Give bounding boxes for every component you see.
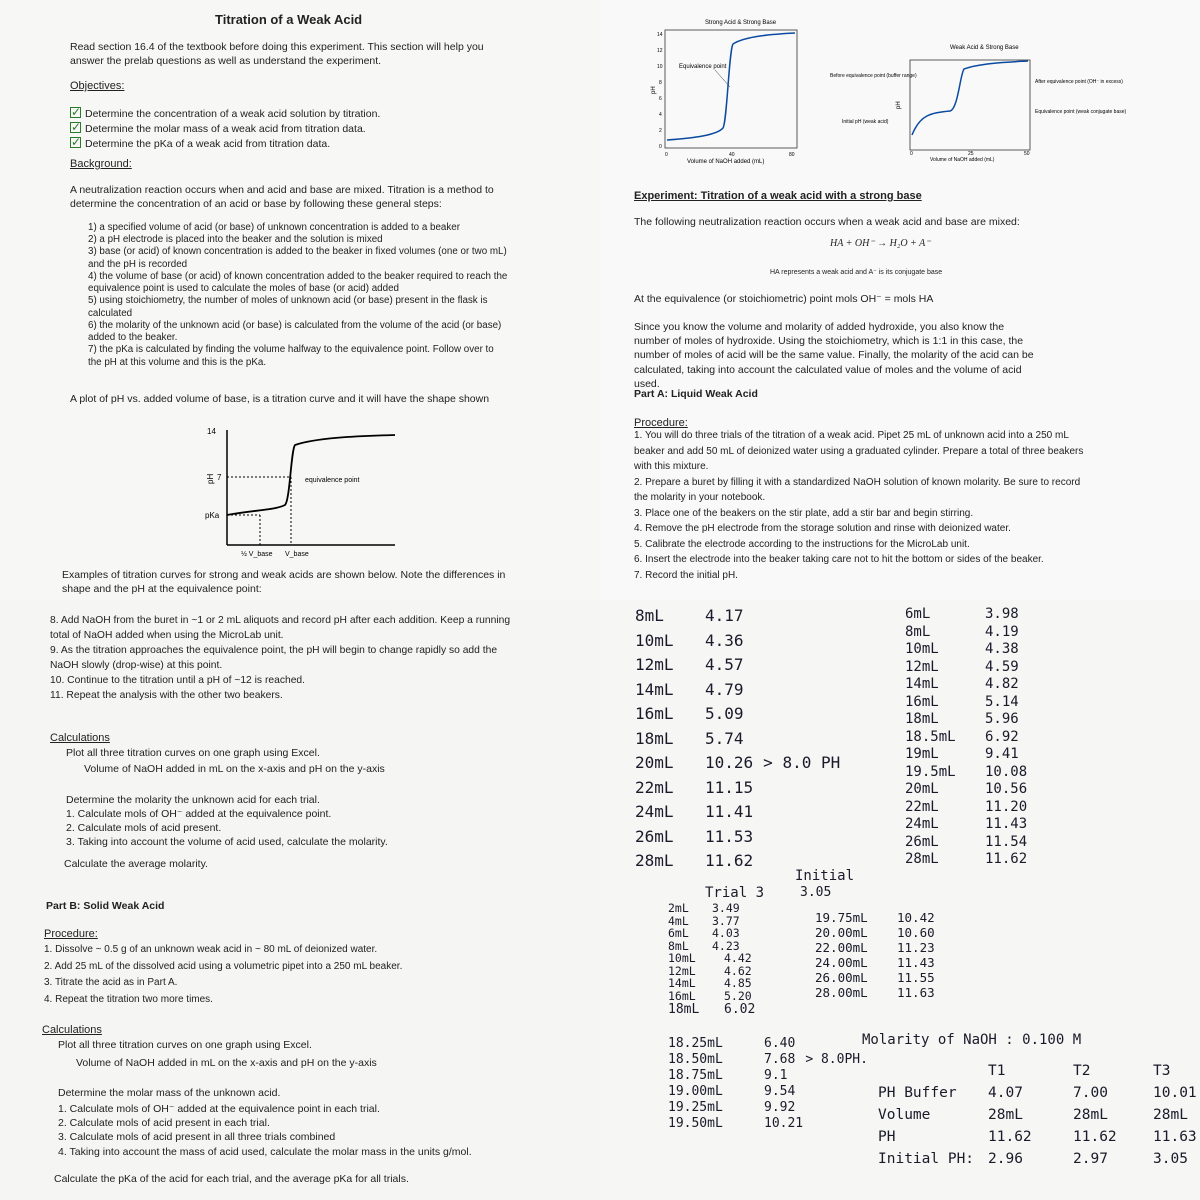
- data-row: 14mL 4.82: [905, 676, 1019, 692]
- step-item: 10. Continue to the titration until a pH of ~12 is reached.: [50, 674, 306, 686]
- calc-sublist: [66, 807, 388, 850]
- chart1-title: Strong Acid & Strong Base: [705, 20, 777, 26]
- y-axis-label: pH: [206, 473, 215, 484]
- data-row: 20.00mL 10.60: [815, 925, 935, 940]
- data-row: 6mL 3.98: [905, 606, 1019, 622]
- data-row: 14mL 4.85: [668, 976, 752, 990]
- data-row: 18.75mL 9.1: [668, 1068, 788, 1083]
- procedure-step: 4. Repeat the titration two more times.: [44, 993, 213, 1005]
- summary-row: PH Buffer 4.07 7.00 10.01: [878, 1085, 1197, 1101]
- chart2-after-label: After equivalence point (OH⁻ in excess): [1035, 79, 1123, 85]
- data-row: 6mL 4.03: [668, 926, 740, 940]
- data-row: 4mL 3.77: [668, 913, 740, 928]
- procedure-step: 5. Calibrate the electrode according to the instructions for the MicroLab unit.: [634, 538, 970, 550]
- part-b-title: Part B: Solid Weak Acid: [46, 900, 165, 912]
- procedure-step: 6. Insert the electrode into the beaker taking care not to hit the bottom or sides of the beaker.: [634, 554, 1044, 565]
- chart1-ytick: 14: [657, 32, 663, 38]
- equation-note: HA represents a weak acid and A⁻ is its conjugate base: [770, 269, 943, 276]
- chart2-xtick: 0: [910, 151, 913, 157]
- chart2-title: Weak Acid & Strong Base: [950, 45, 1019, 51]
- procedure-step: 1. You will do three trials of the titration of a weak acid. Pipet 25 mL of unknown acid into a 250 mL beaker and add 50 mL of deionized water using a graduated cylinder. Prepare a total of three beakers with this mixture.: [634, 430, 1084, 472]
- objectives-title: Objectives:: [70, 80, 125, 92]
- trial3-column: [668, 902, 755, 1018]
- step-item: 1) a specified volume of acid (or base) of unknown concentration is added to a beaker: [88, 222, 460, 233]
- data-row: 19.75mL 10.42: [815, 910, 935, 925]
- data-row: 18mL 6.02: [668, 1002, 756, 1017]
- experiment-intro: The following neutralization reaction occurs when a weak acid and base are mixed:: [634, 216, 1020, 228]
- chart2-initial-label: Initial pH (weak acid): [842, 119, 889, 125]
- chart1-xtick: 80: [789, 152, 795, 158]
- step-item: 4) the volume of base (or acid) of known concentration added to the beaker required to reach the equivalence point is used to calculate the moles of base (or acid) added: [88, 270, 508, 295]
- data-row: 18.5mL 6.92: [905, 728, 1019, 745]
- objectives-list: [70, 106, 380, 152]
- initial-value: 3.05: [800, 885, 832, 900]
- step-item: 5) using stoichiometry, the number of moles of unknown acid (or base) present in the flask is calculated: [88, 295, 488, 319]
- summary-row: Volume 28mL 28mL 28mL: [878, 1107, 1188, 1123]
- reaction-equation: HA + OH⁻ → H₂O + A⁻: [830, 238, 931, 249]
- strong-acid-chart: [645, 10, 805, 170]
- trial2-column: [905, 606, 1027, 869]
- background-title: Background:: [70, 158, 132, 170]
- data-row: 12mL 4.59: [905, 658, 1019, 675]
- data-row: 20mL 10.26 > 8.0 PH: [635, 753, 841, 772]
- data-row: 22mL 11.20: [905, 798, 1028, 815]
- step-item: 2) a pH electrode is placed into the beaker and the solution is mixed: [88, 234, 383, 246]
- data-row: 20mL 10.56: [905, 781, 1028, 797]
- steps-continued: [50, 614, 520, 704]
- calc-b-item: Determine the molar mass of the unknown acid.: [58, 1087, 281, 1099]
- data-row: 8mL 4.19: [905, 623, 1019, 640]
- molarity-note: Molarity of NaOH : 0.100 M: [862, 1032, 1082, 1048]
- chart1-xtick: 0: [665, 152, 668, 158]
- chart1-ytick: 12: [657, 48, 663, 54]
- procedure-step: 7. Record the initial pH.: [634, 569, 738, 581]
- calc-b-subitem: Volume of NaOH added in mL on the x-axis and pH on the y-axis: [76, 1057, 377, 1069]
- procedure-step: 4. Remove the pH electrode from the storage solution and rinse with deionized water.: [634, 523, 1011, 534]
- page-panel-bottom-right: [600, 600, 1200, 1200]
- data-row: 18mL 5.96: [905, 711, 1019, 727]
- procedure-step: 2. Prepare a buret by filling it with a standardized NaOH solution of known molarity. Be sure to record the molarity in your notebook.: [634, 476, 1081, 503]
- chart2-equiv-label: Equivalence point (weak conjugate base): [1035, 109, 1127, 115]
- data-row: 26mL 11.53: [635, 826, 754, 846]
- summary-row: PH 11.62 11.62 11.63: [878, 1129, 1197, 1145]
- data-row: 28mL 11.62: [635, 851, 754, 870]
- plot-sentence: A plot of pH vs. added volume of base, is a titration curve and it will have the shape shown: [70, 393, 490, 405]
- step-item: 9. As the titration approaches the equivalence point, the pH will begin to change rapidly so add the NaOH slowly (drop-wise) at this point.: [50, 644, 498, 671]
- chart2-ylabel: pH: [896, 101, 902, 109]
- background-intro: A neutralization reaction occurs when and acid and base are mixed. Titration is a method to determine the concentration of an acid or base by following these general steps:: [70, 184, 494, 211]
- data-row: 19.25mL 9.92: [668, 1100, 796, 1115]
- step-item: 8. Add NaOH from the buret in ~1 or 2 mL aliquots and record pH after each addition. Keep a running total of NaOH added when using the MicroLab unit.: [50, 615, 511, 641]
- equivalence-line: At the equivalence (or stoichiometric) point mols OH⁻ = mols HA: [634, 293, 934, 305]
- data-row: 8mL 4.23: [668, 938, 740, 953]
- procedure-step: 1. Dissolve ~ 0.5 g of an unknown weak acid in ~ 80 mL of deionized water.: [44, 944, 378, 955]
- data-row: 16mL 5.20: [668, 988, 752, 1003]
- data-row: 28mL 11.62: [905, 851, 1028, 867]
- chart1-ytick: 8: [659, 80, 662, 86]
- data-row: 16mL 5.14: [905, 693, 1019, 710]
- data-row: 12mL 4.62: [668, 963, 752, 978]
- data-row: 12mL 4.57: [635, 655, 744, 674]
- chart2-xtick: 50: [1024, 151, 1030, 157]
- summary-row: Initial PH: 2.96 2.97 3.05: [878, 1151, 1188, 1167]
- equivalence-label: equivalence point: [305, 477, 360, 484]
- calc-b-sublist: [58, 1102, 472, 1159]
- objective-item: ✓Determine the molar mass of a weak acid from titration data.: [70, 121, 380, 136]
- step-item: 3) base (or acid) of known concentration is added to the beaker in fixed volumes (one or two mL) and the pH is recorded: [88, 246, 507, 270]
- data-row: 24mL 11.41: [635, 802, 754, 821]
- calc-item: Calculate the average molarity.: [64, 858, 208, 870]
- y-tick-14: 14: [207, 427, 216, 436]
- calculations-title: Calculations: [50, 732, 110, 744]
- calc-b-subitem: 2. Calculate mols of acid present in each trial.: [58, 1117, 270, 1130]
- experiment-title: Experiment: Titration of a weak acid with a strong base: [634, 190, 922, 202]
- calc-subitem: 3. Taking into account the volume of acid used, calculate the molarity.: [66, 836, 388, 849]
- explanation-paragraph: Since you know the volume and molarity of added hydroxide, you also know the number of moles of hydroxide. Using the stoichiometry, which is 1:1 in this case, the number of moles of acid will be the same value. Finally, the molarity of the acid can be calculated, taking into account the calculated value of moles and the volume of acid used.: [634, 321, 1034, 390]
- x-tick-half: ½ V_base: [241, 551, 273, 558]
- data-row: 24.00mL 11.43: [815, 955, 935, 970]
- initial-label: Initial: [795, 868, 855, 884]
- intro-text: Read section 16.4 of the textbook before doing this experiment. This section will help you answer the prelab questions as well as understand the experiment.: [70, 41, 484, 68]
- trial1-column: [635, 604, 840, 874]
- part-a-title: Part A: Liquid Weak Acid: [634, 388, 758, 400]
- data-row: 10mL 4.38: [905, 641, 1019, 657]
- page-title: Titration of a Weak Acid: [215, 12, 363, 27]
- calc-b-item: Calculate the pKa of the acid for each trial, and the average pKa for all trials.: [54, 1173, 409, 1185]
- step-item: 7) the pKa is calculated by finding the volume halfway to the equivalence point. Follow over to the pH at this volume and this is the pKa.: [88, 344, 494, 368]
- data-row: 10mL 4.42: [668, 951, 752, 965]
- procedure-step: 2. Add 25 mL of the dissolved acid using a volumetric pipet into a 250 mL beaker.: [44, 960, 403, 972]
- data-row: 19.00mL 9.54: [668, 1084, 796, 1099]
- trial3-column-lower: [668, 1036, 868, 1132]
- data-row: 24mL 11.43: [905, 816, 1028, 832]
- data-row: 19mL 9.41: [905, 746, 1019, 762]
- procedure-list: [634, 428, 1094, 583]
- chart1-ytick: 6: [659, 96, 662, 102]
- procedure-title: Procedure:: [634, 417, 688, 429]
- data-row: 18.50mL 7.68 > 8.0PH.: [668, 1052, 868, 1067]
- calc-subitem: Volume of NaOH added in mL on the x-axis and pH on the y-axis: [84, 763, 385, 775]
- data-row: 26.00mL 11.55: [815, 970, 935, 985]
- chart1-ytick: 10: [657, 64, 663, 70]
- procedure-step: 3. Place one of the beakers on the stir plate, add a stir bar and begin stirring.: [634, 507, 974, 519]
- data-row: 28.00mL 11.63: [815, 985, 935, 1000]
- calc-b-item: Plot all three titration curves on one graph using Excel.: [58, 1039, 312, 1051]
- calculations-b-title: Calculations: [42, 1024, 102, 1036]
- titration-curve-diagram: [205, 420, 405, 560]
- steps-list: [88, 222, 508, 369]
- data-row: 18mL 5.74: [635, 728, 744, 748]
- x-tick-base: V_base: [285, 551, 309, 558]
- data-row: 2mL 3.49: [668, 901, 740, 915]
- calc-subitem: 1. Calculate mols of OH⁻ added at the equivalence point.: [66, 808, 332, 820]
- data-row: 16mL 5.09: [635, 704, 744, 723]
- chart2-xlabel: Volume of NaOH added (mL): [930, 157, 995, 163]
- data-row: 10mL 4.36: [635, 630, 744, 650]
- procedure-b-list: [44, 942, 402, 1008]
- step-item: 11. Repeat the analysis with the other two beakers.: [50, 689, 283, 701]
- trial3-label: Trial 3: [705, 885, 765, 901]
- y-tick-7: 7: [217, 473, 222, 482]
- procedure-b-title: Procedure:: [44, 928, 98, 940]
- calc-subitem: 2. Calculate mols of acid present.: [66, 822, 222, 835]
- data-row: 18.25mL 6.40: [668, 1036, 796, 1051]
- data-row: 19.50mL 10.21: [668, 1116, 804, 1131]
- chart1-xlabel: Volume of NaOH added (mL): [687, 159, 765, 165]
- procedure-step: 3. Titrate the acid as in Part A.: [44, 977, 178, 988]
- y-tick-pka: pKa: [205, 511, 220, 520]
- weak-acid-chart: [830, 35, 1160, 165]
- calc-b-subitem: 1. Calculate mols of OH⁻ added at the equivalence point in each trial.: [58, 1103, 380, 1115]
- data-row: 14mL 4.79: [635, 679, 744, 699]
- objective-item: ✓Determine the pKa of a weak acid from titration data.: [70, 136, 380, 151]
- checkbox-icon: [70, 107, 81, 118]
- examples-text: Examples of titration curves for strong and weak acids are shown below. Note the differences in shape and the pH at the equivalence point:: [62, 569, 506, 596]
- chart1-xtick: 40: [729, 152, 735, 158]
- data-row: 22.00mL 11.23: [815, 940, 935, 955]
- chart1-ytick: 4: [659, 112, 662, 118]
- data-row: 19.5mL 10.08: [905, 763, 1028, 780]
- chart2-before-label: Before equivalence point (buffer range): [830, 73, 917, 79]
- data-row: 26mL 11.54: [905, 833, 1028, 850]
- summary-header-row: T1 T2 T3: [988, 1063, 1171, 1079]
- calc-b-subitem: 3. Calculate mols of acid present in all three trials combined: [58, 1131, 336, 1144]
- calc-item: Plot all three titration curves on one graph using Excel.: [66, 747, 320, 759]
- summary-table: [878, 1060, 1200, 1170]
- chart2-xtick: 25: [968, 151, 974, 157]
- trial3-column-continued: [815, 910, 935, 1000]
- data-row: 22mL 11.15: [635, 777, 754, 797]
- objective-item: ✓Determine the concentration of a weak acid solution by titration.: [70, 106, 380, 121]
- calc-b-subitem: 4. Taking into account the mass of acid used, calculate the molar mass in the units g/mol.: [58, 1145, 472, 1158]
- chart1-equivalence-label: Equivalence point: [679, 64, 727, 70]
- chart1-ylabel: pH: [651, 86, 657, 94]
- page-panel-bottom-left: [0, 600, 600, 1200]
- page-panel-top-left: [0, 0, 600, 600]
- calc-item: Determine the molarity the unknown acid for each trial.: [66, 794, 320, 806]
- checkbox-icon: [70, 122, 81, 133]
- checkbox-icon: [70, 137, 81, 148]
- page-panel-top-right: [600, 0, 1200, 600]
- step-item: 6) the molarity of the unknown acid (or base) is calculated from the volume of the acid (or base) added to the beaker.: [88, 319, 502, 344]
- chart1-ytick: 0: [659, 144, 662, 150]
- data-row: 8mL 4.17: [635, 606, 744, 625]
- chart1-ytick: 2: [659, 128, 662, 134]
